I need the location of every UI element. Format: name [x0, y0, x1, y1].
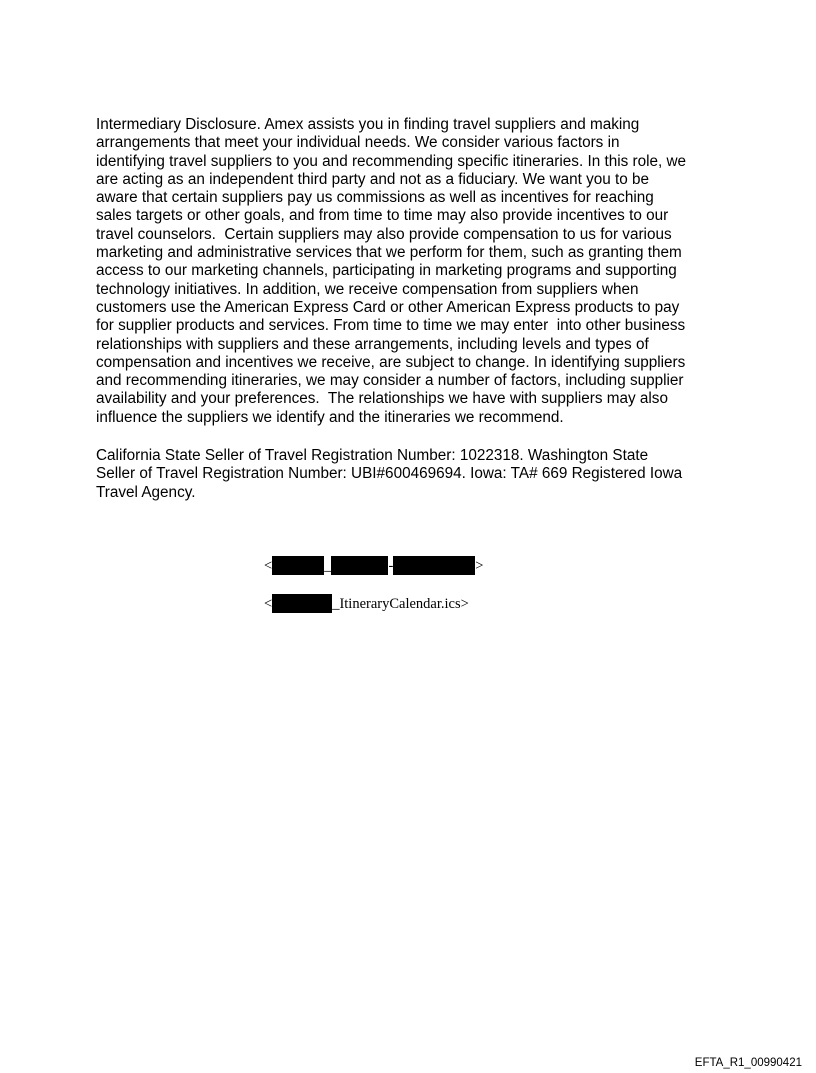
- disclosure-line: for supplier products and services. From time to time we may enter into other business: [96, 317, 686, 335]
- disclosure-line: availability and your preferences. The relationships we have with suppliers may also: [96, 390, 668, 408]
- attachment-filename: _ItineraryCalendar.ics>: [332, 595, 469, 612]
- disclosure-line: marketing and administrative services that we perform for them, such as granting them: [96, 244, 682, 262]
- disclosure-line: customers use the American Express Card or other American Express products to pay: [96, 298, 680, 316]
- attachment-separator: -: [388, 557, 394, 574]
- intermediary-disclosure-paragraph: [96, 116, 726, 427]
- disclosure-line: Intermediary Disclosure. Amex assists you in finding travel suppliers and making: [96, 116, 640, 133]
- attachment-open-bracket: <: [264, 557, 273, 574]
- attachment-link-redacted[interactable]: [264, 556, 483, 575]
- disclosure-line: arrangements that meet your individual needs. We consider various factors in: [96, 134, 620, 152]
- attachment-close-bracket: >: [475, 557, 484, 574]
- disclosure-line: aware that certain suppliers pay us commissions as well as incentives for reaching: [96, 189, 654, 207]
- attachment-separator: _: [324, 557, 332, 574]
- disclosure-line: are acting as an independent third party and not as a fiduciary. We want you to be: [96, 170, 650, 188]
- redaction-block: [331, 556, 388, 575]
- disclosure-line: sales targets or other goals, and from time to time may also provide incentives to our: [96, 207, 669, 225]
- disclosure-line: identifying travel suppliers to you and recommending specific itineraries. In this role, we: [96, 152, 687, 170]
- disclosure-line: access to our marketing channels, participating in marketing programs and supporting: [96, 262, 677, 280]
- registration-line: Seller of Travel Registration Number: UBI#600469694. Iowa: TA# 669 Registered Iowa: [96, 465, 683, 483]
- document-id-footer: EFTA_R1_00990421: [694, 1057, 802, 1069]
- registration-line: California State Seller of Travel Registration Number: 1022318. Washington State: [96, 447, 649, 464]
- redaction-block: [272, 594, 332, 613]
- attachment-link-itinerary-calendar[interactable]: [264, 594, 469, 613]
- disclosure-line: travel counselors. Certain suppliers may also provide compensation to us for various: [96, 225, 672, 243]
- redaction-block: [393, 556, 475, 575]
- attachment-open-bracket: <: [264, 595, 273, 612]
- disclosure-line: technology initiatives. In addition, we receive compensation from suppliers when: [96, 280, 639, 298]
- registration-line: Travel Agency.: [96, 483, 196, 501]
- disclosure-line: compensation and incentives we receive, are subject to change. In identifying suppliers: [96, 353, 686, 371]
- redaction-block: [272, 556, 324, 575]
- disclosure-line: relationships with suppliers and these arrangements, including levels and types of: [96, 335, 649, 353]
- registration-paragraph: [96, 447, 726, 502]
- disclosure-line: and recommending itineraries, we may consider a number of factors, including supplier: [96, 372, 684, 390]
- disclosure-line: influence the suppliers we identify and the itineraries we recommend.: [96, 408, 564, 426]
